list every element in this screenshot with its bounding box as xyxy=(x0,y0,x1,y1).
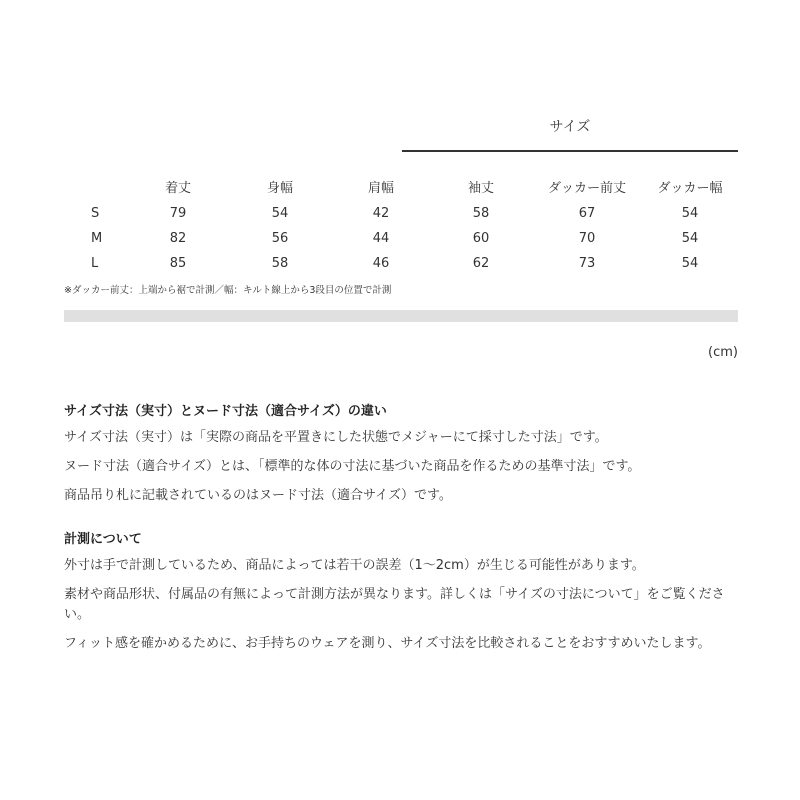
column-header-sleeve: 袖丈 xyxy=(467,181,494,196)
size-label: L xyxy=(91,256,99,271)
paragraph: フィット感を確かめるために、お手持ちのウェアを測り、サイズ寸法を比較されることをおすすめいたします。 xyxy=(64,636,711,652)
column-header-ducker-front-length: ダッカー前丈 xyxy=(547,181,626,196)
table-cell: 70 xyxy=(578,231,596,246)
table-cell: 54 xyxy=(681,206,699,221)
measurement-footnote: ※ダッカー前丈：上端から裾で計測／幅：キルト線上から3段目の位置で計測 xyxy=(64,285,392,296)
paragraph: ヌード寸法（適合サイズ）とは、「標準的な体の寸法に基づいた商品を作るための基準寸法」です。 xyxy=(64,459,641,475)
size-group-rule xyxy=(402,150,738,152)
table-cell: 79 xyxy=(169,206,187,221)
table-cell: 54 xyxy=(681,256,699,271)
column-header xyxy=(64,172,128,201)
measurement-section xyxy=(64,528,744,664)
table-cell: 54 xyxy=(681,231,699,246)
paragraph: 素材や商品形状、付属品の有無によって計測方法が異なります。詳しくは「サイズの寸法について」をご覧ください。 xyxy=(64,587,725,623)
section-title: 計測について xyxy=(64,532,142,547)
paragraph: 商品吊り札に記載されているのはヌード寸法（適合サイズ）です。 xyxy=(64,488,452,504)
table-row xyxy=(64,226,738,251)
table-header-row xyxy=(64,172,738,201)
table-cell: 85 xyxy=(169,256,187,271)
table-cell: 62 xyxy=(472,256,490,271)
table-row xyxy=(64,251,738,276)
table-cell: 67 xyxy=(578,206,596,221)
table-cell: 58 xyxy=(271,256,289,271)
table-cell: 73 xyxy=(578,256,596,271)
column-header-length: 着丈 xyxy=(164,181,191,196)
size-label: M xyxy=(91,231,103,246)
divider-bar xyxy=(64,310,738,322)
size-difference-section xyxy=(64,400,744,515)
paragraph: 外寸は手で計測しているため、商品によっては若干の誤差（1〜2cm）が生じる可能性があります。 xyxy=(64,558,645,573)
size-group-header: サイズ xyxy=(549,119,591,135)
table-cell: 54 xyxy=(271,206,289,221)
column-header-shoulder: 肩幅 xyxy=(367,181,394,196)
column-header-ducker-width: ダッカー幅 xyxy=(657,181,723,196)
table-cell: 44 xyxy=(372,231,390,246)
section-title: サイズ寸法（実寸）とヌード寸法（適合サイズ）の違い xyxy=(64,404,387,419)
table-row xyxy=(64,201,738,226)
table-cell: 56 xyxy=(271,231,289,246)
size-table xyxy=(64,172,738,276)
unit-label: (cm) xyxy=(708,345,738,360)
size-label: S xyxy=(91,206,100,221)
table-cell: 42 xyxy=(372,206,390,221)
table-cell: 82 xyxy=(169,231,187,246)
table-cell: 46 xyxy=(372,256,390,271)
table-cell: 58 xyxy=(472,206,490,221)
table-cell: 60 xyxy=(472,231,490,246)
column-header-width: 身幅 xyxy=(266,181,293,196)
paragraph: サイズ寸法（実寸）は「実際の商品を平置きにした状態でメジャーにて採寸した寸法」です。 xyxy=(64,430,608,445)
